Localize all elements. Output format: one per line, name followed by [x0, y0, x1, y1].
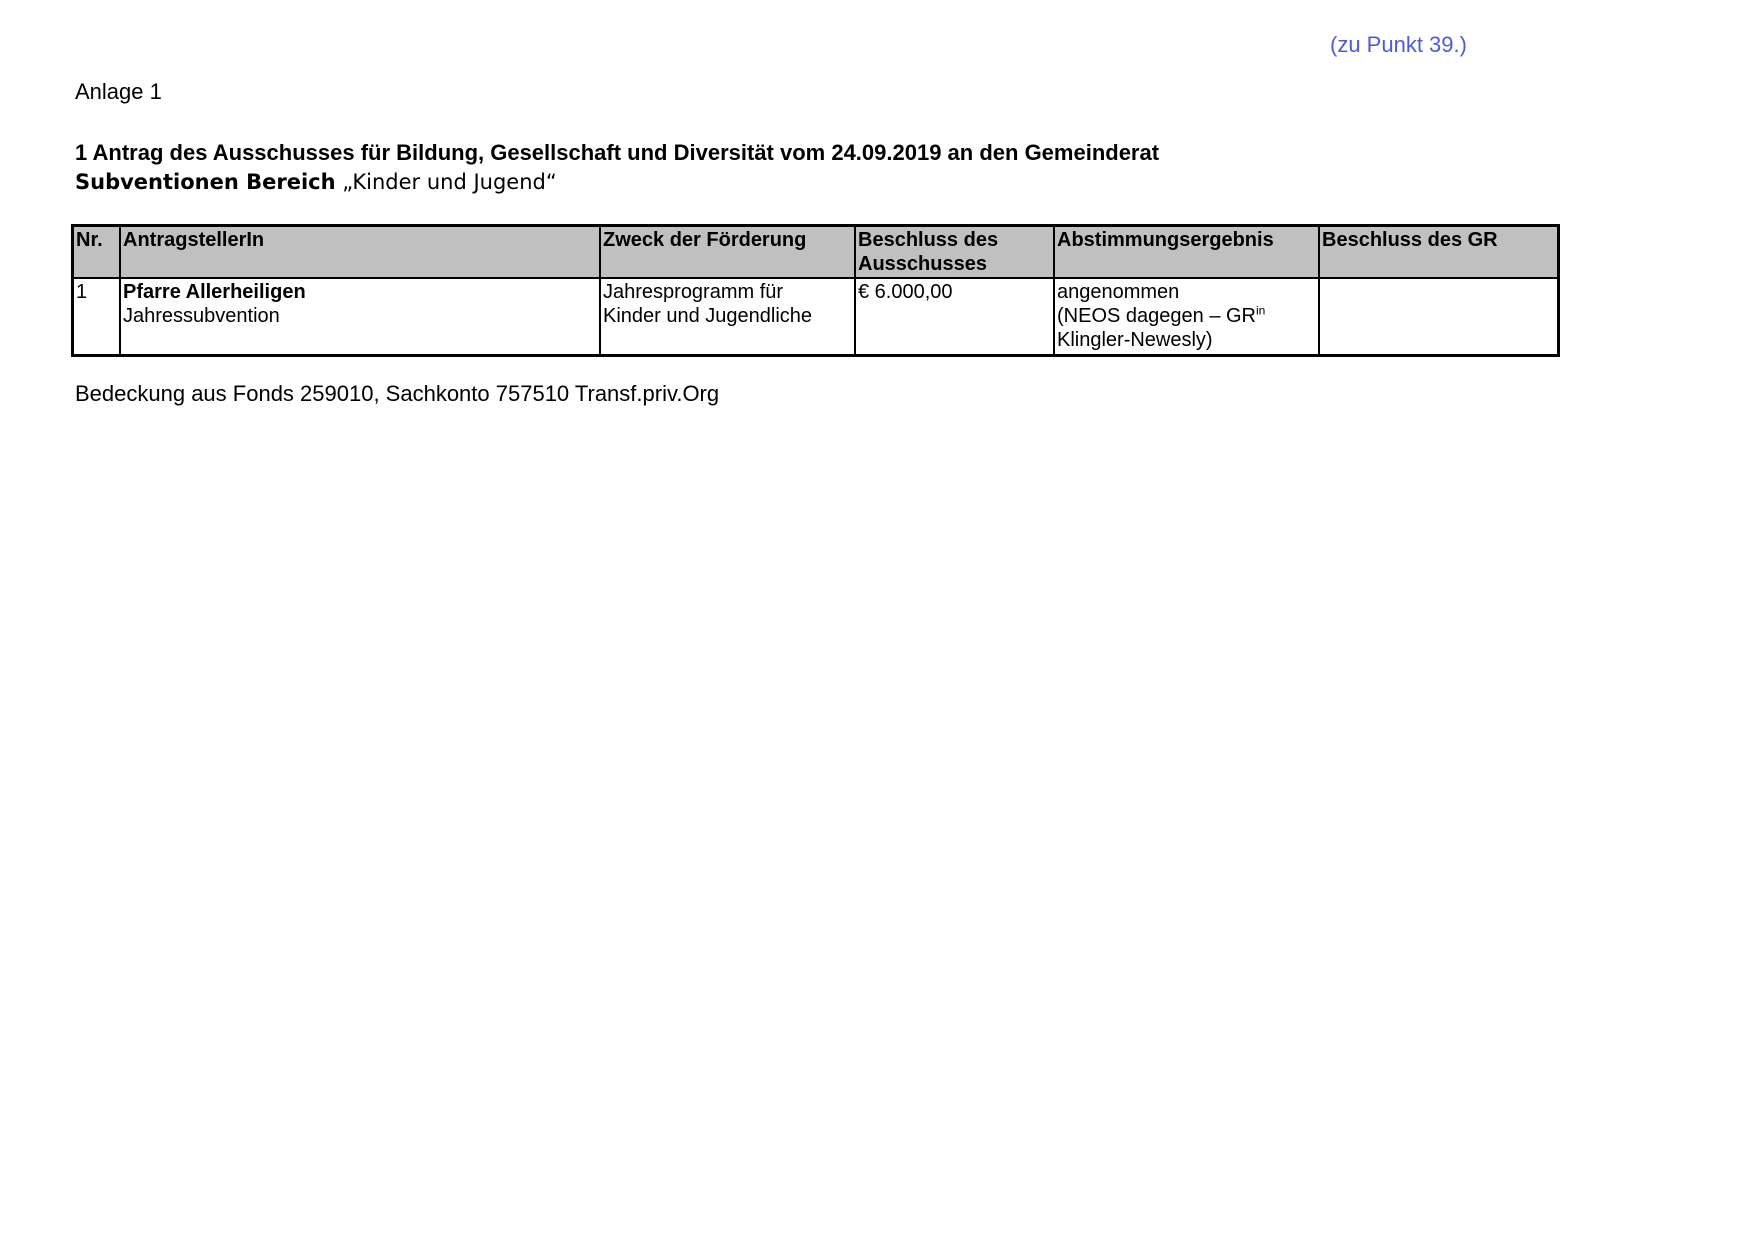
- header-purpose: Zweck der Förderung: [600, 226, 855, 279]
- document-heading: [75, 138, 1159, 197]
- header-council-decision: Beschluss des GR: [1319, 226, 1559, 279]
- coverage-note: Bedeckung aus Fonds 259010, Sachkonto 757510 Transf.priv.Org: [75, 381, 720, 406]
- attachment-label: Anlage 1: [75, 79, 162, 104]
- table-header-row: [73, 226, 1559, 279]
- applicant-name: Pfarre Allerheiligen: [123, 281, 306, 303]
- applicant-description: Jahressubvention: [123, 305, 280, 327]
- vote-line3: Klingler-Newesly): [1057, 329, 1213, 351]
- vote-superscript: in: [1256, 303, 1266, 318]
- cell-nr: 1: [73, 278, 121, 356]
- grant-table: [71, 224, 1560, 357]
- header-committee-decision-line1: Beschluss des: [858, 229, 999, 251]
- header-committee-decision-line2: Ausschusses: [858, 253, 987, 275]
- heading-title: 1 Antrag des Ausschusses für Bildung, Gesellschaft und Diversität vom 24.09.2019 an den Gemeinderat: [75, 140, 1160, 165]
- header-applicant: AntragstellerIn: [120, 226, 600, 279]
- vote-line2: (NEOS dagegen – GR: [1057, 305, 1256, 327]
- purpose-line2: Kinder und Jugendliche: [603, 305, 813, 327]
- cell-council-decision: [1319, 278, 1559, 356]
- cell-purpose: [600, 278, 855, 356]
- header-vote-result: Abstimmungsergebnis: [1054, 226, 1319, 279]
- header-nr: Nr.: [73, 226, 121, 279]
- heading-subtitle: [75, 167, 1159, 197]
- vote-line1: angenommen: [1057, 281, 1180, 303]
- table-row: [73, 278, 1559, 356]
- heading-subtitle-bold: Subventionen Bereich: [75, 170, 336, 194]
- header-committee-decision: [855, 226, 1054, 279]
- cell-vote-result: [1054, 278, 1319, 356]
- page-reference: (zu Punkt 39.): [1330, 32, 1467, 57]
- cell-amount: € 6.000,00: [855, 278, 1054, 356]
- purpose-line1: Jahresprogramm für: [603, 281, 784, 303]
- cell-applicant: [120, 278, 600, 356]
- heading-subtitle-normal: „Kinder und Jugend“: [335, 170, 557, 194]
